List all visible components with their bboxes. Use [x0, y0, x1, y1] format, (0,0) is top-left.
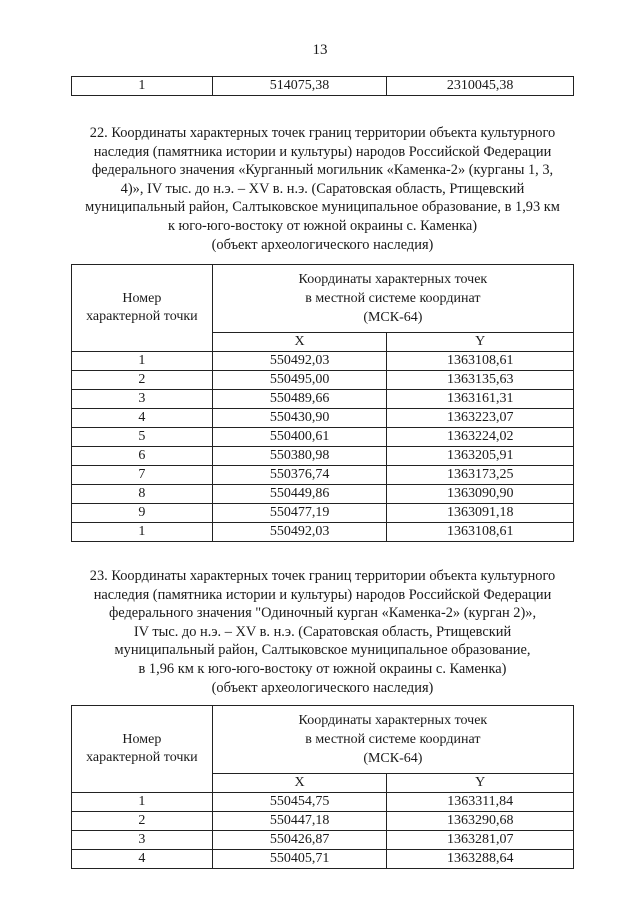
x-coordinate-cell: 550495,00 — [212, 371, 387, 390]
y-coordinate-cell: 1363288,64 — [387, 850, 574, 869]
y-coordinate-cell: 1363281,07 — [387, 831, 574, 850]
x-coordinate-cell: 550492,03 — [212, 523, 387, 542]
point-number-cell: 7 — [72, 466, 213, 485]
text-line: Координаты характерных точек — [298, 712, 488, 728]
x-coordinate-cell: 550447,18 — [212, 812, 387, 831]
section-23-coordinates-table — [71, 705, 574, 869]
y-coordinate-cell: 1363161,31 — [387, 390, 574, 409]
x-coordinate-cell: 550426,87 — [212, 831, 387, 850]
point-number-cell: 6 — [72, 447, 213, 466]
text-line: Номер — [122, 732, 162, 747]
point-number-cell: 3 — [72, 390, 213, 409]
text-line: Номер — [122, 291, 162, 306]
x-column-header: X — [212, 773, 387, 792]
text-line: (объект археологического наследия) — [211, 236, 434, 253]
x-coordinate-cell: 550400,61 — [212, 428, 387, 447]
page-number: 13 — [312, 42, 328, 58]
y-coordinate-cell: 2310045,38 — [387, 77, 574, 96]
x-coordinate-cell: 550477,19 — [212, 504, 387, 523]
y-coordinate-cell: 1363223,07 — [387, 409, 574, 428]
text-line: муниципальный район, Салтыковское муниципальное образование, в 1,93 км — [85, 199, 560, 216]
table-row — [72, 831, 574, 850]
section-23-table-body — [72, 793, 574, 869]
text-line: (объект археологического наследия) — [211, 679, 434, 696]
text-line: характерной точки — [86, 309, 198, 324]
coordinates-header — [212, 265, 573, 333]
x-coordinate-cell: 514075,38 — [212, 77, 387, 96]
point-number-header — [72, 265, 213, 352]
table-row — [72, 812, 574, 831]
point-number-cell: 4 — [72, 850, 213, 869]
text-line: Координаты характерных точек — [298, 271, 488, 287]
table-row — [72, 409, 574, 428]
section-22-table-body — [72, 352, 574, 542]
y-coordinate-cell: 1363090,90 — [387, 485, 574, 504]
text-line: IV тыс. до н.э. – XV в. н.э. (Саратовская область, Ртищевский — [133, 623, 512, 640]
table-row — [72, 371, 574, 390]
y-coordinate-cell: 1363311,84 — [387, 793, 574, 812]
text-line: муниципальный район, Салтыковское муниципальное образование, — [114, 642, 531, 659]
section-22-title — [60, 124, 585, 254]
text-line: к юго-юго-востоку от южной окраины с. Каменка) — [167, 217, 478, 234]
section-23-title — [60, 567, 585, 697]
x-coordinate-cell: 550454,75 — [212, 793, 387, 812]
coordinates-header — [212, 706, 573, 774]
point-number-cell: 3 — [72, 831, 213, 850]
point-number-cell: 5 — [72, 428, 213, 447]
y-coordinate-cell: 1363224,02 — [387, 428, 574, 447]
y-coordinate-cell: 1363290,68 — [387, 812, 574, 831]
x-coordinate-cell: 550492,03 — [212, 352, 387, 371]
y-column-header: Y — [387, 332, 574, 351]
table-row — [72, 504, 574, 523]
text-line: в местной системе координат — [305, 731, 481, 747]
x-coordinate-cell: 550489,66 — [212, 390, 387, 409]
point-number-cell: 1 — [72, 352, 213, 371]
table-row — [72, 523, 574, 542]
text-line: в 1,96 км к юго-юго-востоку от южной окраины с. Каменка) — [138, 660, 507, 677]
table-row — [72, 428, 574, 447]
table-row — [72, 77, 574, 96]
text-line: федерального значения «Курганный могильник «Каменка-2» (курганы 1, 3, — [91, 162, 554, 179]
text-line: в местной системе координат — [305, 290, 481, 306]
x-coordinate-cell: 550449,86 — [212, 485, 387, 504]
point-number-cell: 2 — [72, 812, 213, 831]
table-row — [72, 485, 574, 504]
text-line: 4)», IV тыс. до н.э. – XV в. н.э. (Саратовская область, Ртищевский — [120, 180, 525, 197]
y-column-header: Y — [387, 773, 574, 792]
point-number-cell: 2 — [72, 371, 213, 390]
text-line: (МСК-64) — [363, 750, 423, 766]
continued-table-body — [72, 77, 574, 96]
text-line: 23. Координаты характерных точек границ территории объекта культурного — [89, 568, 556, 584]
point-number-cell: 9 — [72, 504, 213, 523]
text-line: 22. Координаты характерных точек границ территории объекта культурного — [89, 125, 556, 141]
y-coordinate-cell: 1363108,61 — [387, 523, 574, 542]
text-line: характерной точки — [86, 750, 198, 765]
text-line: наследия (памятника истории и культуры) народов Российской Федерации — [93, 586, 552, 603]
text-line: (МСК-64) — [363, 309, 423, 325]
y-coordinate-cell: 1363135,63 — [387, 371, 574, 390]
table-row — [72, 466, 574, 485]
y-coordinate-cell: 1363205,91 — [387, 447, 574, 466]
y-coordinate-cell: 1363108,61 — [387, 352, 574, 371]
point-number-cell: 4 — [72, 409, 213, 428]
point-number-cell: 1 — [72, 793, 213, 812]
continued-coordinates-table — [71, 76, 574, 96]
point-number-cell: 1 — [72, 77, 213, 96]
x-coordinate-cell: 550405,71 — [212, 850, 387, 869]
table-row — [72, 352, 574, 371]
text-line: наследия (памятника истории и культуры) народов Российской Федерации — [93, 143, 552, 160]
table-row — [72, 850, 574, 869]
point-number-cell: 1 — [72, 523, 213, 542]
table-row — [72, 793, 574, 812]
point-number-header — [72, 706, 213, 793]
point-number-cell: 8 — [72, 485, 213, 504]
x-column-header: X — [212, 332, 387, 351]
y-coordinate-cell: 1363173,25 — [387, 466, 574, 485]
x-coordinate-cell: 550380,98 — [212, 447, 387, 466]
table-row — [72, 447, 574, 466]
table-row — [72, 390, 574, 409]
x-coordinate-cell: 550376,74 — [212, 466, 387, 485]
y-coordinate-cell: 1363091,18 — [387, 504, 574, 523]
text-line: федерального значения "Одиночный курган «Каменка-2» (курган 2)», — [108, 605, 537, 622]
x-coordinate-cell: 550430,90 — [212, 409, 387, 428]
section-22-coordinates-table — [71, 264, 574, 542]
